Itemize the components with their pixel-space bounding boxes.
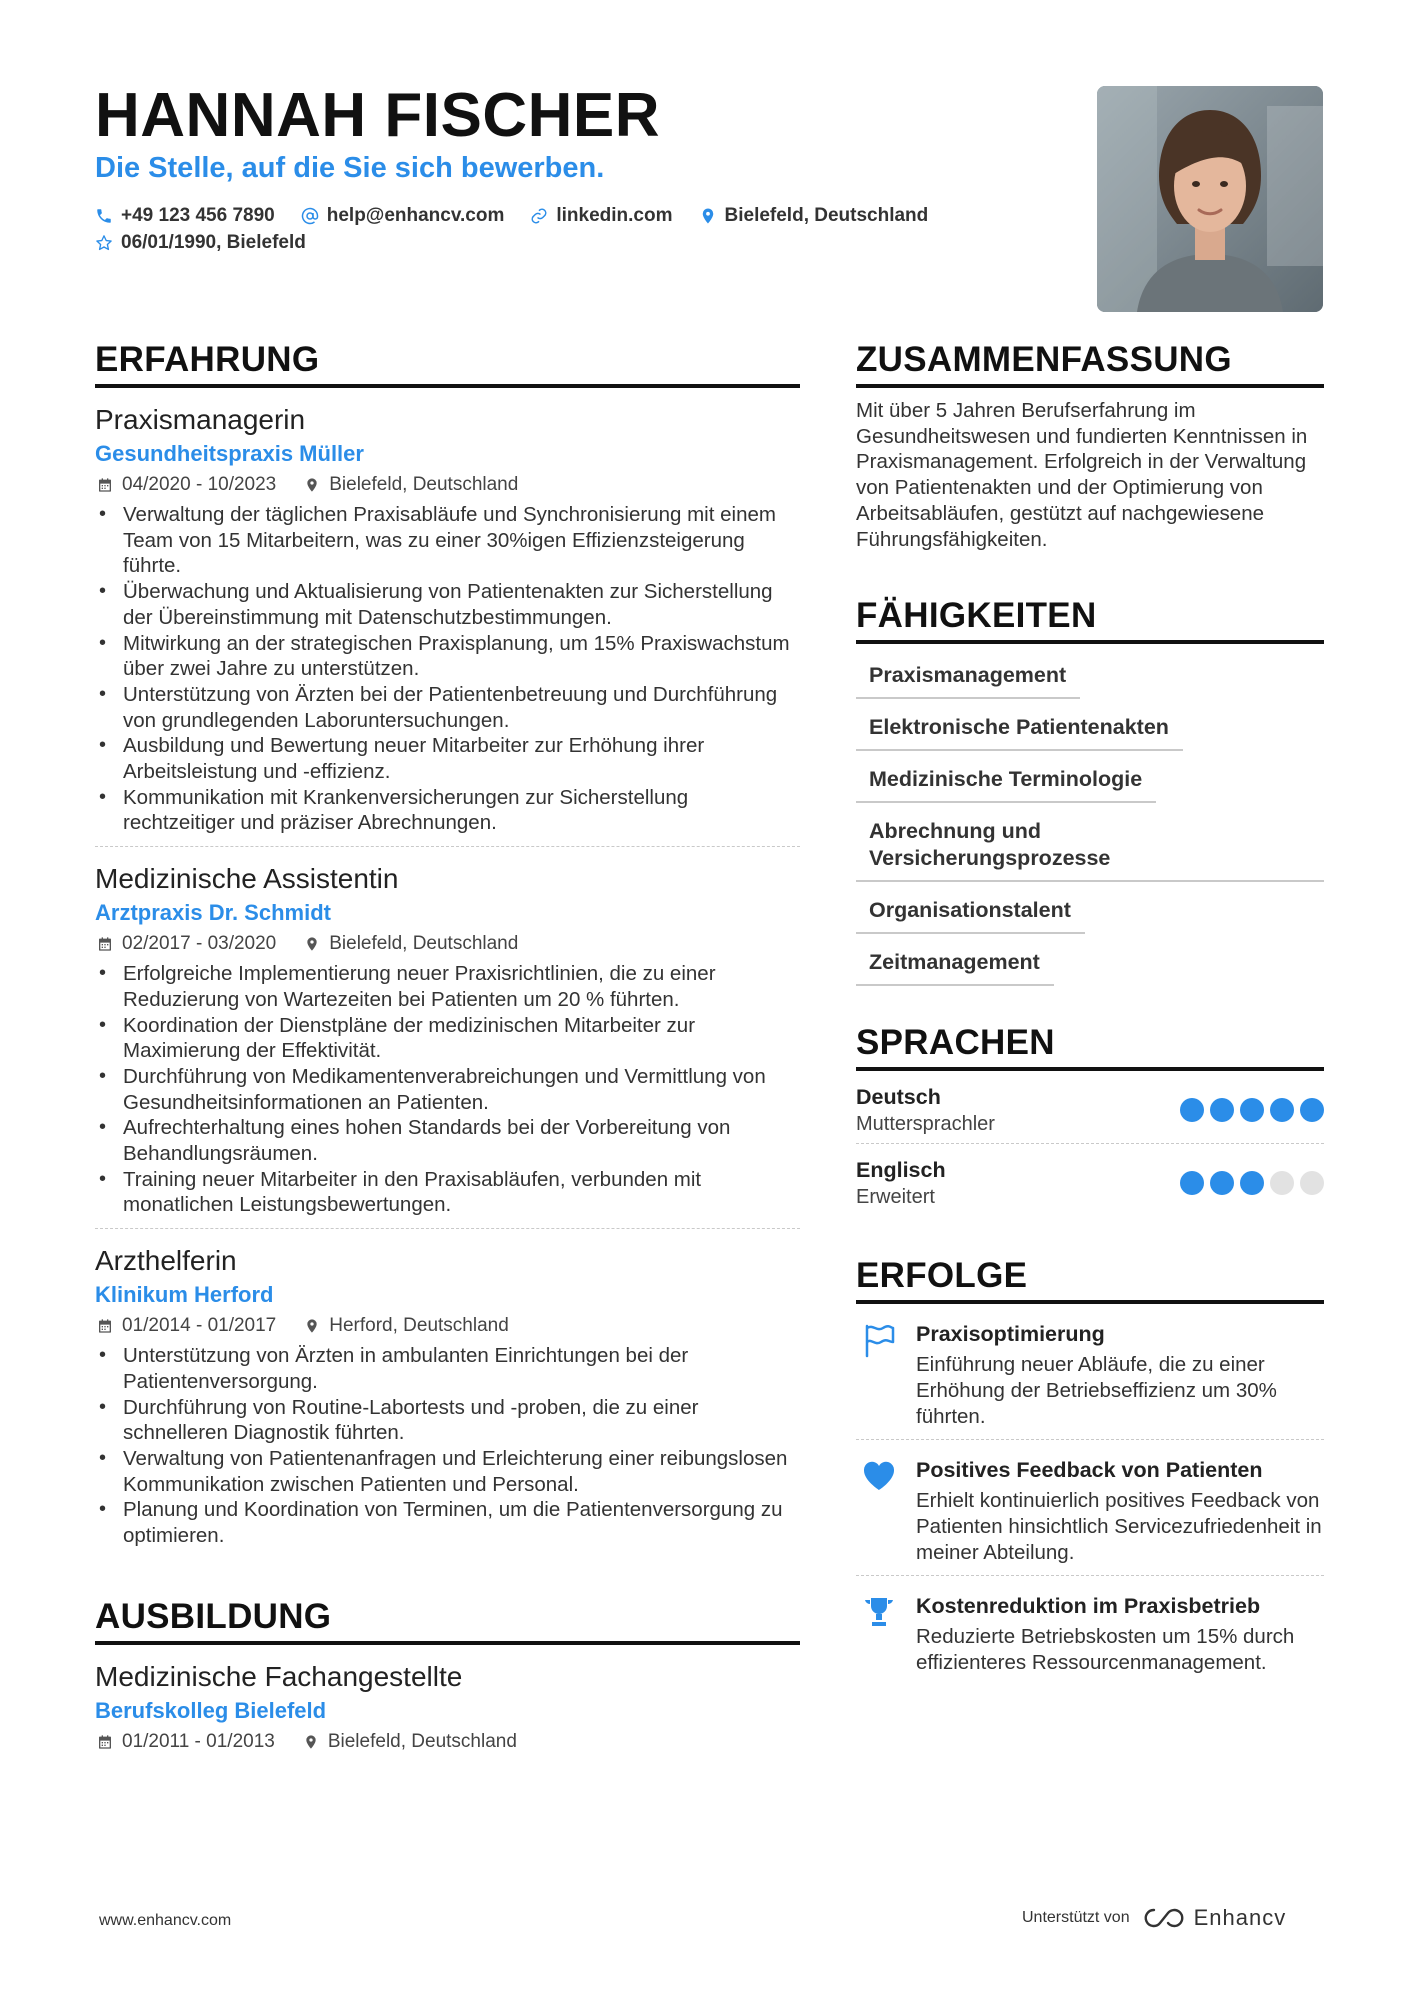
birth-text: 06/01/1990, Bielefeld [121, 232, 306, 253]
achievement-description: Einführung neuer Abläufe, die zu einer Erhöhung der Betriebseffizienz um 30% führten. [916, 1353, 1277, 1428]
skills-list [856, 644, 1324, 993]
map-pin-icon [303, 1734, 319, 1750]
calendar-icon [97, 936, 113, 952]
achievement-item [856, 1304, 1324, 1440]
skill-item [856, 810, 1324, 882]
email-text[interactable]: help@enhancv.com [326, 205, 505, 226]
experience-list [95, 388, 800, 1559]
job-bullet: • Ausbildung und Bewertung neuer Mitarbeiter zur Erhöhung ihrer Arbeitsleistung und -effizienz. [95, 733, 800, 784]
skill-tag: Elektronische Patientenakten [856, 706, 1183, 751]
education-school: Berufskolleg Bielefeld [95, 1697, 327, 1723]
achievement-item [856, 1576, 1324, 1685]
job-location [304, 929, 518, 959]
skills-heading: FÄHIGKEITEN [856, 596, 1324, 644]
phone-text: +49 123 456 7890 [121, 205, 275, 226]
flag-icon [856, 1320, 902, 1429]
skill-tag: Abrechnung und Versicherungsprozesse [856, 810, 1324, 882]
skill-tag: Praxismanagement [856, 654, 1080, 699]
phone-icon [95, 207, 113, 225]
infinity-logo-icon [1142, 1906, 1186, 1930]
job-meta [97, 1311, 800, 1341]
language-rating [1180, 1098, 1324, 1122]
map-pin-icon [304, 477, 320, 493]
star-icon [95, 234, 113, 252]
job-bullets [95, 961, 800, 1218]
job-location [304, 1311, 509, 1341]
job-bullet: • Kommunikation mit Krankenversicherungen zur Sicherstellung rechtzeitiger und präziser Abrechnungen. [95, 785, 800, 836]
candidate-name: HANNAH FISCHER [95, 81, 660, 150]
rating-dot [1300, 1098, 1324, 1122]
link-icon [530, 207, 548, 225]
achievements-heading: ERFOLGE [856, 1256, 1324, 1304]
achievement-title: Kostenreduktion im Praxisbetrieb [916, 1594, 1261, 1619]
job-bullets [95, 1343, 800, 1549]
job-bullet: • Aufrechterhaltung eines hohen Standards bei der Vorbereitung von Behandlungsräumen. [95, 1115, 800, 1166]
job-dates-text: 04/2020 - 10/2023 [122, 474, 277, 495]
rating-dot [1270, 1098, 1294, 1122]
achievement-body [916, 1456, 1324, 1565]
language-info [856, 1156, 946, 1210]
skill-item [856, 654, 1324, 706]
languages-heading: SPRACHEN [856, 1023, 1324, 1071]
achievement-title: Positives Feedback von Patienten [916, 1458, 1263, 1483]
languages-list [856, 1071, 1324, 1216]
profile-photo [1097, 86, 1323, 312]
heart-icon [856, 1456, 902, 1565]
job-dates-text: 02/2017 - 03/2020 [122, 933, 277, 955]
experience-entry [95, 388, 800, 847]
left-column [95, 340, 800, 1757]
education-dates [97, 1727, 275, 1757]
rating-dot [1180, 1098, 1204, 1122]
language-info [856, 1083, 995, 1137]
map-pin-icon [304, 936, 320, 952]
target-position: Die Stelle, auf die Sie sich bewerben. [95, 152, 605, 184]
job-bullet: • Mitwirkung an der strategischen Praxisplanung, um 15% Praxiswachstum über zwei Jahre zu unterstützen. [95, 631, 800, 682]
language-row [856, 1071, 1324, 1144]
job-bullets [95, 502, 800, 836]
job-company: Gesundheitspraxis Müller [95, 441, 364, 466]
experience-entry [95, 1229, 800, 1559]
skill-item [856, 758, 1324, 810]
language-name: Deutsch [856, 1085, 941, 1110]
job-bullet: • Erfolgreiche Implementierung neuer Praxisrichtlinien, die zu einer Reduzierung von Wartezeiten bei Patienten um 20 % führten. [95, 961, 800, 1012]
language-level: Muttersprachler [856, 1113, 995, 1136]
job-company: Klinikum Herford [95, 1282, 274, 1308]
rating-dot [1180, 1171, 1204, 1195]
map-pin-icon [304, 1318, 320, 1334]
job-dates [97, 929, 276, 959]
job-bullet: • Verwaltung der täglichen Praxisabläufe und Synchronisierung mit einem Team von 15 Mitarbeitern, was zu einer 30%igen Effizienzsteigerung führte. [95, 502, 800, 579]
rating-dot [1240, 1171, 1264, 1195]
education-location [303, 1727, 517, 1757]
job-bullet: • Planung und Koordination von Terminen, um die Patientenversorgung zu optimieren. [95, 1497, 800, 1548]
rating-dot [1270, 1171, 1294, 1195]
trophy-icon [856, 1592, 902, 1675]
achievement-item [856, 1440, 1324, 1576]
summary-text: Mit über 5 Jahren Berufserfahrung im Gesundheitswesen und fundierten Kenntnissen in Praxismanagement. Erfolgreich in der Verwaltung von Patientenakten und der Optimierung von Arbeitsabläufen, gestützt auf nachgewiesene Führungsfähigkeiten. [856, 399, 1308, 551]
experience-entry [95, 847, 800, 1229]
job-dates [97, 1311, 276, 1341]
job-dates-text: 01/2014 - 01/2017 [122, 1315, 277, 1337]
job-bullet: • Unterstützung von Ärzten bei der Patientenbetreuung und Durchführung von grundlegenden Laboruntersuchungen. [95, 682, 800, 733]
calendar-icon [97, 1318, 113, 1334]
job-bullet: • Überwachung und Aktualisierung von Patientenakten zur Sicherstellung der Übereinstimmung mit Datenschutzbestimmungen. [95, 579, 800, 630]
contact-linkedin[interactable] [530, 205, 672, 227]
right-column [856, 340, 1324, 1686]
education-dates-text: 01/2011 - 01/2013 [122, 1730, 275, 1752]
job-bullet: • Durchführung von Medikamentenverabreichungen und Vermittlung von Gesundheitsinformationen an Patienten. [95, 1064, 800, 1115]
achievement-body [916, 1320, 1324, 1429]
brand-text: Enhancv [1193, 1905, 1287, 1930]
contact-email[interactable] [301, 205, 505, 227]
education-heading: AUSBILDUNG [95, 1597, 800, 1645]
achievement-description: Reduzierte Betriebskosten um 15% durch effizienteres Ressourcenmanagement. [916, 1625, 1295, 1675]
skill-tag: Organisationstalent [856, 889, 1085, 934]
job-bullet: • Koordination der Dienstpläne der medizinischen Mitarbeiter zur Maximierung der Effektivität. [95, 1013, 800, 1064]
job-meta [97, 929, 800, 959]
calendar-icon [97, 477, 113, 493]
skill-item [856, 941, 1324, 993]
job-company: Arztpraxis Dr. Schmidt [95, 900, 331, 926]
job-dates [97, 470, 276, 500]
contact-birth [95, 232, 306, 254]
at-sign-icon [301, 207, 319, 225]
powered-by-text: Unterstützt von [1022, 1909, 1130, 1926]
job-location-text: Herford, Deutschland [329, 1315, 509, 1337]
language-rating [1180, 1171, 1324, 1195]
skill-item [856, 706, 1324, 758]
contact-row [95, 205, 928, 227]
contact-phone [95, 205, 275, 227]
language-level: Erweitert [856, 1186, 935, 1209]
education-location-text: Bielefeld, Deutschland [327, 1730, 517, 1752]
job-bullet: • Unterstützung von Ärzten in ambulanten Einrichtungen bei der Patientenversorgung. [95, 1343, 800, 1394]
job-bullet: • Durchführung von Routine-Labortests und -proben, die zu einer schnelleren Diagnostik führten. [95, 1395, 800, 1446]
skill-tag: Medizinische Terminologie [856, 758, 1156, 803]
skill-item [856, 889, 1324, 941]
rating-dot [1300, 1171, 1324, 1195]
job-title: Praxismanagerin [95, 404, 306, 435]
achievements-list [856, 1304, 1324, 1686]
rating-dot [1210, 1171, 1234, 1195]
footer-powered-by [1022, 1905, 1286, 1931]
enhancv-logo[interactable] [1142, 1905, 1287, 1931]
skill-tag: Zeitmanagement [856, 941, 1054, 986]
job-title: Arzthelferin [95, 1245, 237, 1277]
language-name: Englisch [856, 1158, 946, 1183]
education-entry [95, 1645, 800, 1757]
footer-website[interactable]: www.enhancv.com [99, 1912, 232, 1929]
rating-dot [1210, 1098, 1234, 1122]
rating-dot [1240, 1098, 1264, 1122]
education-meta [97, 1727, 800, 1757]
achievement-description: Erhielt kontinuierlich positives Feedback von Patienten hinsichtlich Servicezufriedenheit in meiner Abteilung. [916, 1489, 1322, 1564]
linkedin-text[interactable]: linkedin.com [556, 205, 673, 226]
job-location [304, 470, 518, 500]
calendar-icon [97, 1734, 113, 1750]
achievement-body [916, 1592, 1324, 1675]
location-text: Bielefeld, Deutschland [724, 205, 929, 226]
contact-row-2 [95, 232, 306, 254]
job-title: Medizinische Assistentin [95, 863, 399, 895]
map-pin-icon [699, 207, 717, 225]
language-row [856, 1144, 1324, 1216]
achievement-title: Praxisoptimierung [916, 1322, 1105, 1347]
job-location-text: Bielefeld, Deutschland [329, 474, 519, 495]
experience-heading: ERFAHRUNG [95, 340, 800, 388]
education-degree: Medizinische Fachangestellte [95, 1660, 463, 1692]
job-bullet: • Training neuer Mitarbeiter in den Praxisabläufen, verbunden mit monatlichen Leistungsbewertungen. [95, 1167, 800, 1218]
job-meta [97, 470, 800, 500]
job-location-text: Bielefeld, Deutschland [329, 933, 519, 955]
contact-location [699, 205, 929, 227]
job-bullet: • Verwaltung von Patientenanfragen und Erleichterung einer reibungslosen Kommunikation zwischen Patienten und Personal. [95, 1446, 800, 1497]
summary-heading: ZUSAMMENFASSUNG [856, 340, 1324, 388]
